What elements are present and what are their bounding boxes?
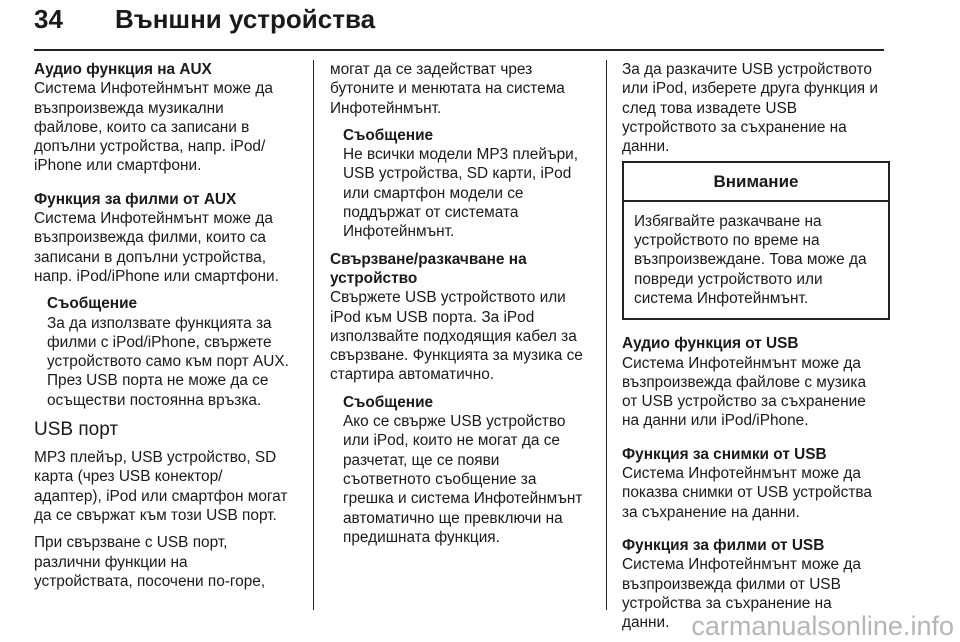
- note-heading: Съобщение: [343, 393, 434, 411]
- caution-text: [624, 202, 888, 318]
- caution-title: Внимание: [624, 163, 888, 201]
- text-line: устройствата, посочени по-горе,: [34, 572, 266, 590]
- text-line: Не всички модели MP3 плейъри,: [343, 146, 578, 164]
- column-1: [34, 60, 298, 591]
- caution-box: [622, 161, 890, 320]
- text-line: данни.: [622, 614, 670, 632]
- text-line: Свържете USB устройството или: [330, 289, 566, 307]
- text-line: USB устройства, SD карти, iPod: [343, 165, 572, 183]
- header-rule: [34, 49, 884, 51]
- text-line: Ако се свърже USB устройство: [343, 413, 566, 431]
- note-text: [343, 412, 594, 547]
- text-line: Система Инфотейнмънт може да: [34, 210, 273, 228]
- text-line: могат да се задействат чрез: [330, 61, 533, 78]
- text-line: възпроизвеждане. Това може да: [634, 251, 867, 269]
- text-line: свързване. Функцията за музика се: [330, 347, 583, 365]
- text-line: Избягвайте разкачване на: [634, 212, 822, 230]
- text-line: система Инфотейнмънт.: [634, 289, 809, 307]
- aux-movie-text: [34, 209, 298, 286]
- note-text: [47, 314, 298, 410]
- usb-audio-text: [622, 354, 890, 431]
- text-line: предишната функция.: [343, 528, 500, 546]
- text-line: от USB устройство за съхранение: [622, 393, 866, 411]
- usb-movie-heading: Функция за филми от USB: [622, 536, 825, 554]
- text-line: При свързване с USB порт,: [34, 534, 228, 552]
- text-line: устройство: [330, 269, 418, 287]
- text-line: възпроизвежда филми от USB: [622, 575, 841, 593]
- text-line: За да използвате функцията за: [47, 314, 272, 332]
- text-line: адаптер), iPod или смартфон могат: [34, 487, 288, 505]
- usb-audio-heading: Аудио функция от USB: [622, 335, 799, 353]
- text-line: повреди устройството или: [634, 270, 823, 288]
- text-line: или iPod, които не могат да се: [343, 432, 560, 450]
- note-supported: [330, 126, 594, 242]
- text-line: устройства за съхранение на: [622, 594, 832, 612]
- text-line: напр. iPod/iPhone или смартфони.: [34, 267, 279, 285]
- column-3: [622, 60, 890, 632]
- text-line: MP3 плейър, USB устройство, SD: [34, 449, 277, 467]
- column-divider: [606, 60, 607, 610]
- text-line: възпроизвежда филми, които са: [34, 229, 266, 247]
- column-divider: [313, 60, 314, 610]
- column-2: [330, 60, 594, 547]
- text-line: или iPod, изберете друга функция и: [622, 80, 879, 98]
- text-line: iPod към USB порта. За iPod: [330, 308, 535, 326]
- aux-audio-text: [34, 79, 298, 175]
- note-heading: Съобщение: [47, 295, 138, 313]
- text-line: показва снимки от USB устройства: [622, 484, 872, 502]
- text-line: допълни устройства, напр. iPod/: [34, 138, 266, 156]
- aux-audio-heading: Аудио функция на AUX: [34, 61, 212, 78]
- text-line: iPhone или смартфони.: [34, 157, 202, 175]
- usb-port-heading: USB порт: [34, 419, 119, 441]
- text-line: грешка и система Инфотейнмънт: [343, 490, 583, 508]
- text-line: съответното съобщение за: [343, 470, 537, 488]
- text-line: Инфотейнмънт.: [330, 99, 442, 117]
- text-line: Система Инфотейнмънт може да: [622, 354, 861, 372]
- continued-text: [330, 60, 594, 118]
- text-line: за съхранение на данни.: [622, 503, 800, 521]
- text-line: бутоните и менютата на система: [330, 80, 565, 98]
- text-line: файлове, които са записани в: [34, 118, 250, 136]
- text-line: стартира автоматично.: [330, 366, 495, 384]
- text-line: осъществи постоянна връзка.: [47, 391, 262, 409]
- text-line: Инфотейнмънт.: [343, 223, 455, 241]
- usb-port-text: [34, 448, 298, 525]
- text-line: да се свържат към този USB порт.: [34, 506, 277, 524]
- text-line: поддържат от системата: [343, 204, 519, 222]
- usb-photo-text: [622, 464, 890, 522]
- connect-text: [330, 288, 594, 384]
- note-unreadable: [330, 393, 594, 547]
- page-number: 34: [34, 4, 63, 34]
- text-line: възпроизвежда файлове с музика: [622, 373, 867, 391]
- text-line: устройството за съхранение на: [622, 118, 847, 136]
- text-line: Система Инфотейнмънт може да: [622, 465, 861, 483]
- note-aux: [34, 294, 298, 410]
- disconnect-text: [622, 60, 890, 156]
- connect-heading: [330, 250, 594, 289]
- text-line: устройството само към порт AUX.: [47, 353, 289, 371]
- text-line: или смартфон модели се: [343, 184, 524, 202]
- text-line: данни.: [622, 138, 670, 156]
- page-title: Външни устройства: [115, 4, 376, 34]
- text-line: различни функции на: [34, 553, 188, 571]
- watermark: carmanualsonline.info: [691, 611, 954, 641]
- text-line: Свързване/разкачване на: [330, 250, 527, 268]
- text-line: разчетат, ще се появи: [343, 451, 500, 469]
- text-line: През USB порта не може да се: [47, 372, 269, 390]
- text-line: автоматично ще превключи на: [343, 509, 563, 527]
- text-line: устройството по време на: [634, 232, 820, 250]
- text-line: използвайте подходящия кабел за: [330, 327, 577, 345]
- text-line: на данни или iPod/iPhone.: [622, 412, 809, 430]
- text-line: филми с iPod/iPhone, свържете: [47, 333, 272, 351]
- text-line: след това извадете USB: [622, 99, 798, 117]
- text-line: Система Инфотейнмънт може да: [34, 80, 273, 98]
- usb-connect-text: [34, 533, 298, 591]
- text-line: записани в допълни устройства,: [34, 248, 267, 266]
- text-line: карта (чрез USB конектор/: [34, 468, 223, 486]
- note-heading: Съобщение: [343, 126, 434, 144]
- text-line: възпроизвежда музикални: [34, 99, 224, 117]
- text-line: Система Инфотейнмънт може да: [622, 556, 861, 574]
- usb-photo-heading: Функция за снимки от USB: [622, 445, 827, 463]
- aux-movie-heading: Функция за филми от AUX: [34, 190, 237, 208]
- text-line: За да разкачите USB устройството: [622, 61, 872, 78]
- note-text: [343, 145, 594, 241]
